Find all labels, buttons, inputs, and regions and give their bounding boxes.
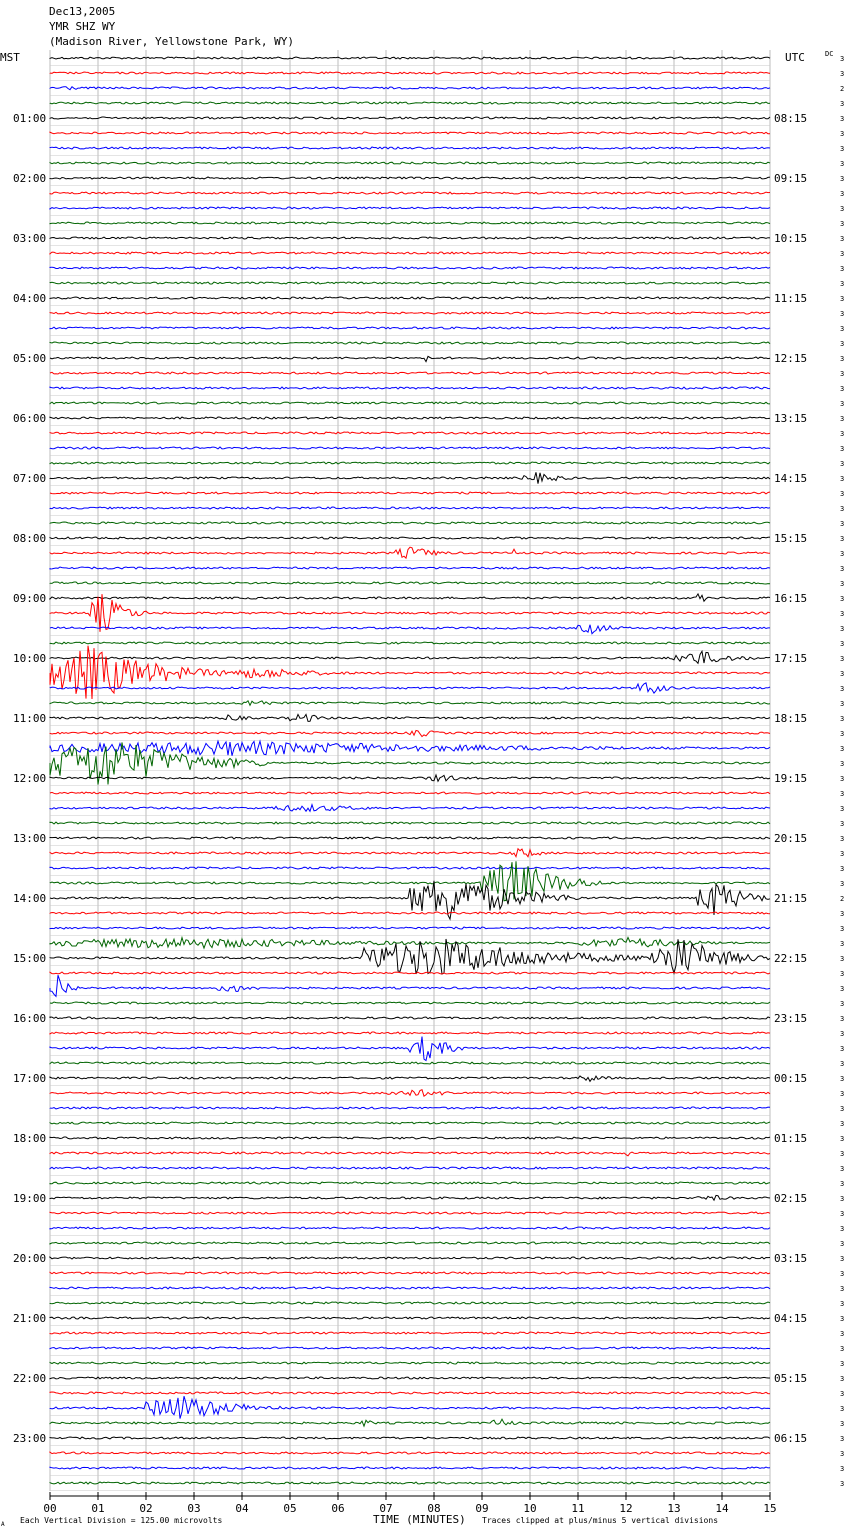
seismic-trace [50, 177, 770, 179]
dc-offset-value: 3 [840, 700, 845, 708]
seismic-trace [50, 912, 770, 914]
dc-offset-value: 3 [840, 730, 845, 738]
x-tick-label: 04 [235, 1502, 249, 1515]
seismic-trace [50, 594, 770, 632]
left-hour-label: 04:00 [13, 292, 47, 305]
seismic-trace [50, 147, 770, 149]
dc-offset-value: 3 [840, 835, 845, 843]
left-hour-label: 19:00 [13, 1192, 47, 1205]
x-tick-label: 13 [667, 1502, 681, 1515]
seismic-trace [50, 714, 770, 721]
x-axis-ticks [43, 1492, 776, 1515]
seismic-trace [50, 1152, 770, 1156]
seismic-trace [50, 372, 770, 374]
right-hour-label: 22:15 [774, 952, 808, 965]
seismic-trace [50, 447, 770, 449]
seismic-trace [50, 1467, 770, 1469]
dc-offset-value: 3 [840, 1465, 845, 1473]
dc-offset-value: 3 [840, 160, 845, 168]
x-tick-label: 15 [763, 1502, 777, 1515]
seismic-trace [50, 1302, 770, 1304]
left-hour-label: 09:00 [13, 592, 47, 605]
x-tick-label: 14 [715, 1502, 729, 1515]
dc-offset-value: 3 [840, 175, 845, 183]
dc-offset-value: 3 [840, 1315, 845, 1323]
dc-offset-value: 3 [840, 1210, 845, 1218]
left-hour-label: 21:00 [13, 1312, 47, 1325]
dc-offset-value: 3 [840, 1435, 845, 1443]
dc-offset-value: 3 [840, 1120, 845, 1128]
x-tick-label: 11 [571, 1502, 585, 1515]
dc-offset-value: 3 [840, 640, 845, 648]
dc-offset-value: 3 [840, 595, 845, 603]
dc-offset-value: 3 [840, 1000, 845, 1008]
dc-offset-value: 3 [840, 1480, 845, 1488]
dc-offset-value: 3 [840, 685, 845, 693]
seismic-trace [50, 927, 770, 929]
left-hour-label: 08:00 [13, 532, 47, 545]
seismic-trace [50, 1272, 770, 1274]
right-hour-label: 01:15 [774, 1132, 808, 1145]
dc-offset-labels [840, 55, 844, 1488]
dc-offset-value: 3 [840, 1060, 845, 1068]
dc-offset-value: 3 [840, 610, 845, 618]
left-hour-label: 22:00 [13, 1372, 47, 1385]
seismic-trace [50, 102, 770, 104]
right-hour-label: 06:15 [774, 1432, 808, 1445]
seismic-trace [50, 327, 770, 329]
header-station: YMR SHZ WY [49, 20, 116, 33]
seismic-trace [50, 625, 770, 634]
right-hour-label: 18:15 [774, 712, 808, 725]
dc-offset-value: 3 [840, 1075, 845, 1083]
seismic-trace [50, 1392, 770, 1394]
seismic-trace [50, 462, 770, 464]
seismic-trace [50, 117, 770, 119]
right-hour-label: 20:15 [774, 832, 808, 845]
dc-offset-value: 3 [840, 1240, 845, 1248]
dc-offset-value: 3 [840, 1165, 845, 1173]
x-axis-title: TIME (MINUTES) [373, 1513, 466, 1526]
dc-offset-value: 3 [840, 460, 845, 468]
seismic-trace [50, 651, 770, 663]
dc-offset-value: 3 [840, 865, 845, 873]
dc-offset-value: 3 [840, 715, 845, 723]
dc-offset-value: 3 [840, 295, 845, 303]
dc-offset-value: 3 [840, 220, 845, 228]
dc-offset-value: 3 [840, 550, 845, 558]
right-hour-label: 09:15 [774, 172, 808, 185]
seismic-trace [50, 547, 770, 558]
dc-offset-value: 3 [840, 1225, 845, 1233]
seismic-trace [50, 792, 770, 794]
right-hour-label: 08:15 [774, 112, 808, 125]
dc-offset-value: 3 [840, 505, 845, 513]
right-hour-label: 14:15 [774, 472, 808, 485]
x-tick-label: 02 [139, 1502, 153, 1515]
dc-offset-value: 3 [840, 760, 845, 768]
seismic-trace [50, 1017, 770, 1019]
dc-offset-value: 3 [840, 1195, 845, 1203]
dc-offset-value: 3 [840, 205, 845, 213]
scale-note: Each Vertical Division = 125.00 microvolts [20, 1516, 223, 1525]
dc-offset-value: 3 [840, 490, 845, 498]
dc-offset-value: 3 [840, 850, 845, 858]
seismic-trace [50, 537, 770, 539]
seismic-trace [50, 642, 770, 644]
seismic-trace [50, 1182, 770, 1184]
dc-offset-value: 3 [840, 355, 845, 363]
dc-offset-value: 3 [840, 1405, 845, 1413]
x-tick-label: 00 [43, 1502, 57, 1515]
seismic-trace [50, 132, 770, 134]
seismic-trace [50, 432, 770, 434]
seismic-trace [50, 1257, 770, 1259]
dc-offset-value: 3 [840, 385, 845, 393]
dc-offset-value: 3 [840, 1090, 845, 1098]
right-hour-label: 04:15 [774, 1312, 808, 1325]
seismic-trace [50, 1317, 770, 1319]
seismic-trace [50, 849, 770, 857]
dc-offset-value: 3 [840, 280, 845, 288]
seismic-trace [50, 741, 770, 756]
seismic-trace [50, 1002, 770, 1004]
left-hour-label: 15:00 [13, 952, 47, 965]
x-tick-label: 06 [331, 1502, 345, 1515]
seismic-trace [50, 805, 770, 812]
seismic-trace [50, 237, 770, 239]
right-hour-label: 23:15 [774, 1012, 808, 1025]
right-hour-label: 15:15 [774, 532, 808, 545]
seismic-trace [50, 1332, 770, 1334]
seismic-trace [50, 207, 770, 209]
dc-offset-value: 3 [840, 235, 845, 243]
seismic-trace [50, 937, 770, 948]
left-hour-label: 07:00 [13, 472, 47, 485]
dc-offset-value: 3 [840, 820, 845, 828]
dc-offset-value: 3 [840, 625, 845, 633]
right-hour-label: 03:15 [774, 1252, 808, 1265]
seismic-trace [50, 252, 770, 254]
left-hour-label: 03:00 [13, 232, 47, 245]
dc-offset-value: 2 [840, 85, 845, 93]
dc-offset-value: 3 [840, 655, 845, 663]
header-date: Dec13,2005 [49, 5, 116, 18]
seismic-trace [50, 402, 770, 404]
seismic-trace [50, 775, 770, 781]
dc-offset-value: 3 [840, 670, 845, 678]
dc-offset-value: 3 [840, 790, 845, 798]
dc-offset-value: 3 [840, 100, 845, 108]
seismic-trace [50, 72, 770, 74]
dc-offset-value: 3 [840, 370, 845, 378]
x-tick-label: 08 [427, 1502, 441, 1515]
seismic-trace [50, 582, 770, 584]
left-hour-label: 20:00 [13, 1252, 47, 1265]
dc-offset-value: 3 [840, 400, 845, 408]
seismic-trace [50, 1062, 770, 1064]
x-tick-label: 05 [283, 1502, 297, 1515]
seismic-trace [50, 472, 770, 483]
seismic-trace [50, 939, 770, 974]
x-tick-label: 07 [379, 1502, 393, 1515]
dc-offset-value: 3 [840, 310, 845, 318]
dc-offset-value: 3 [840, 430, 845, 438]
dc-offset-value: 3 [840, 805, 845, 813]
dc-offset-value: 3 [840, 1420, 845, 1428]
dc-offset-value: 3 [840, 1270, 845, 1278]
seismic-trace [50, 1437, 770, 1439]
right-hour-label: 11:15 [774, 292, 808, 305]
seismic-trace [50, 1242, 770, 1244]
seismic-trace [50, 822, 770, 824]
left-hour-labels [13, 112, 46, 1445]
dc-offset-value: 3 [840, 1345, 845, 1353]
right-hour-label: 13:15 [774, 412, 808, 425]
seismic-trace [50, 975, 770, 996]
dc-offset-value: 3 [840, 1390, 845, 1398]
seismic-trace [50, 837, 770, 839]
dc-offset-value: 3 [840, 55, 845, 63]
seismic-trace [50, 1167, 770, 1169]
dc-offset-value: 2 [840, 895, 845, 903]
dc-offset-value: 3 [840, 415, 845, 423]
seismic-trace [50, 1107, 770, 1109]
seismic-trace [50, 1419, 770, 1426]
dc-offset-value: 3 [840, 1450, 845, 1458]
x-tick-label: 12 [619, 1502, 633, 1515]
dc-offset-value: 3 [840, 955, 845, 963]
dc-offset-value: 3 [840, 1330, 845, 1338]
seismic-trace [50, 1362, 770, 1364]
x-tick-label: 01 [91, 1502, 105, 1515]
right-hour-label: 16:15 [774, 592, 808, 605]
seismic-trace [50, 594, 770, 601]
dc-offset-value: 3 [840, 1135, 845, 1143]
dc-offset-value: 3 [840, 1045, 845, 1053]
dc-offset-value: 3 [840, 340, 845, 348]
dc-offset-value: 3 [840, 1300, 845, 1308]
dc-offset-value: 3 [840, 70, 845, 78]
dc-offset-value: 3 [840, 520, 845, 528]
dc-offset-value: 3 [840, 970, 845, 978]
seismic-trace [50, 1396, 770, 1418]
dc-offset-value: 3 [840, 325, 845, 333]
dc-offset-value: 3 [840, 535, 845, 543]
seismic-trace [50, 731, 770, 737]
right-hour-labels [774, 112, 807, 1445]
dc-offset-value: 3 [840, 1285, 845, 1293]
seismic-trace [50, 972, 770, 974]
left-hour-label: 23:00 [13, 1432, 47, 1445]
dc-offset-value: 3 [840, 580, 845, 588]
dc-offset-value: 3 [840, 190, 845, 198]
right-hour-label: 19:15 [774, 772, 808, 785]
seismic-trace [50, 522, 770, 524]
left-hour-label: 05:00 [13, 352, 47, 365]
seismic-trace [50, 222, 770, 224]
corner-mark: A [1, 1521, 5, 1528]
seismic-trace [50, 492, 770, 494]
dc-offset-value: 3 [840, 1375, 845, 1383]
dc-offset-value: 3 [840, 1105, 845, 1113]
right-hour-label: 05:15 [774, 1372, 808, 1385]
seismic-trace [50, 1377, 770, 1379]
left-hour-label: 14:00 [13, 892, 47, 905]
seismic-trace [50, 507, 770, 509]
seismic-trace [50, 162, 770, 164]
dc-offset-value: 3 [840, 1360, 845, 1368]
seismic-trace [50, 297, 770, 299]
header-location: (Madison River, Yellowstone Park, WY) [49, 35, 295, 48]
seismic-trace [50, 1090, 770, 1097]
dc-offset-value: 3 [840, 925, 845, 933]
seismic-trace [50, 267, 770, 269]
dc-offset-value: 3 [840, 1015, 845, 1023]
seismic-trace [50, 312, 770, 314]
x-tick-label: 10 [523, 1502, 537, 1515]
left-hour-label: 10:00 [13, 652, 47, 665]
dc-offset-value: 3 [840, 1255, 845, 1263]
right-hour-label: 10:15 [774, 232, 808, 245]
seismic-trace [50, 192, 770, 194]
left-hour-label: 02:00 [13, 172, 47, 185]
seismic-trace [50, 683, 770, 693]
dc-offset-value: 3 [840, 745, 845, 753]
dc-offset-value: 3 [840, 1180, 845, 1188]
dc-offset-value: 3 [840, 1030, 845, 1038]
dc-offset-value: 3 [840, 910, 845, 918]
seismic-trace [50, 356, 770, 361]
dc-offset-value: 3 [840, 475, 845, 483]
seismic-trace [50, 1076, 770, 1081]
seismic-trace [50, 1227, 770, 1229]
left-timezone-label: MST [0, 51, 20, 64]
dc-offset-value: 3 [840, 145, 845, 153]
left-hour-label: 18:00 [13, 1132, 47, 1145]
dc-offset-value: 3 [840, 940, 845, 948]
left-hour-label: 13:00 [13, 832, 47, 845]
dc-offset-value: 3 [840, 1150, 845, 1158]
seismic-trace [50, 1195, 770, 1200]
seismic-trace [50, 417, 770, 419]
seismic-trace [50, 1032, 770, 1034]
right-hour-label: 02:15 [774, 1192, 808, 1205]
dc-offset-value: 3 [840, 115, 845, 123]
seismic-trace [50, 1212, 770, 1214]
left-hour-label: 16:00 [13, 1012, 47, 1025]
seismic-trace [50, 57, 770, 59]
left-hour-label: 06:00 [13, 412, 47, 425]
dc-offset-value: 3 [840, 565, 845, 573]
right-hour-label: 00:15 [774, 1072, 808, 1085]
seismic-trace [50, 87, 770, 90]
x-tick-label: 09 [475, 1502, 489, 1515]
left-hour-label: 01:00 [13, 112, 47, 125]
left-hour-label: 12:00 [13, 772, 47, 785]
seismic-trace [50, 567, 770, 569]
dc-offset-value: 3 [840, 250, 845, 258]
seismic-trace [50, 867, 770, 869]
seismic-trace [50, 342, 770, 344]
dc-offset-value: 3 [840, 445, 845, 453]
seismic-trace [50, 1137, 770, 1139]
dc-offset-value: 3 [840, 880, 845, 888]
dc-offset-value: 3 [840, 985, 845, 993]
seismic-trace [50, 282, 770, 284]
left-hour-label: 11:00 [13, 712, 47, 725]
seismic-trace [50, 646, 770, 699]
seismic-trace [50, 1122, 770, 1124]
left-hour-label: 17:00 [13, 1072, 47, 1085]
right-hour-label: 12:15 [774, 352, 808, 365]
dc-offset-value: 3 [840, 775, 845, 783]
clip-note: Traces clipped at plus/minus 5 vertical divisions [482, 1516, 719, 1525]
right-hour-label: 21:15 [774, 892, 808, 905]
x-tick-label: 03 [187, 1502, 201, 1515]
dc-offset-value: 3 [840, 265, 845, 273]
seismic-trace [50, 1287, 770, 1289]
dc-offset-value: 3 [840, 130, 845, 138]
grid-lines [50, 50, 770, 1491]
seismic-trace [50, 1347, 770, 1349]
seismic-trace [50, 1482, 770, 1484]
seismic-trace [50, 387, 770, 389]
right-hour-label: 17:15 [774, 652, 808, 665]
right-timezone-label: UTC [785, 51, 805, 64]
seismic-trace [50, 701, 770, 706]
seismic-trace [50, 1452, 770, 1454]
dc-header-label: DC [825, 50, 834, 58]
seismic-trace [50, 1037, 770, 1061]
